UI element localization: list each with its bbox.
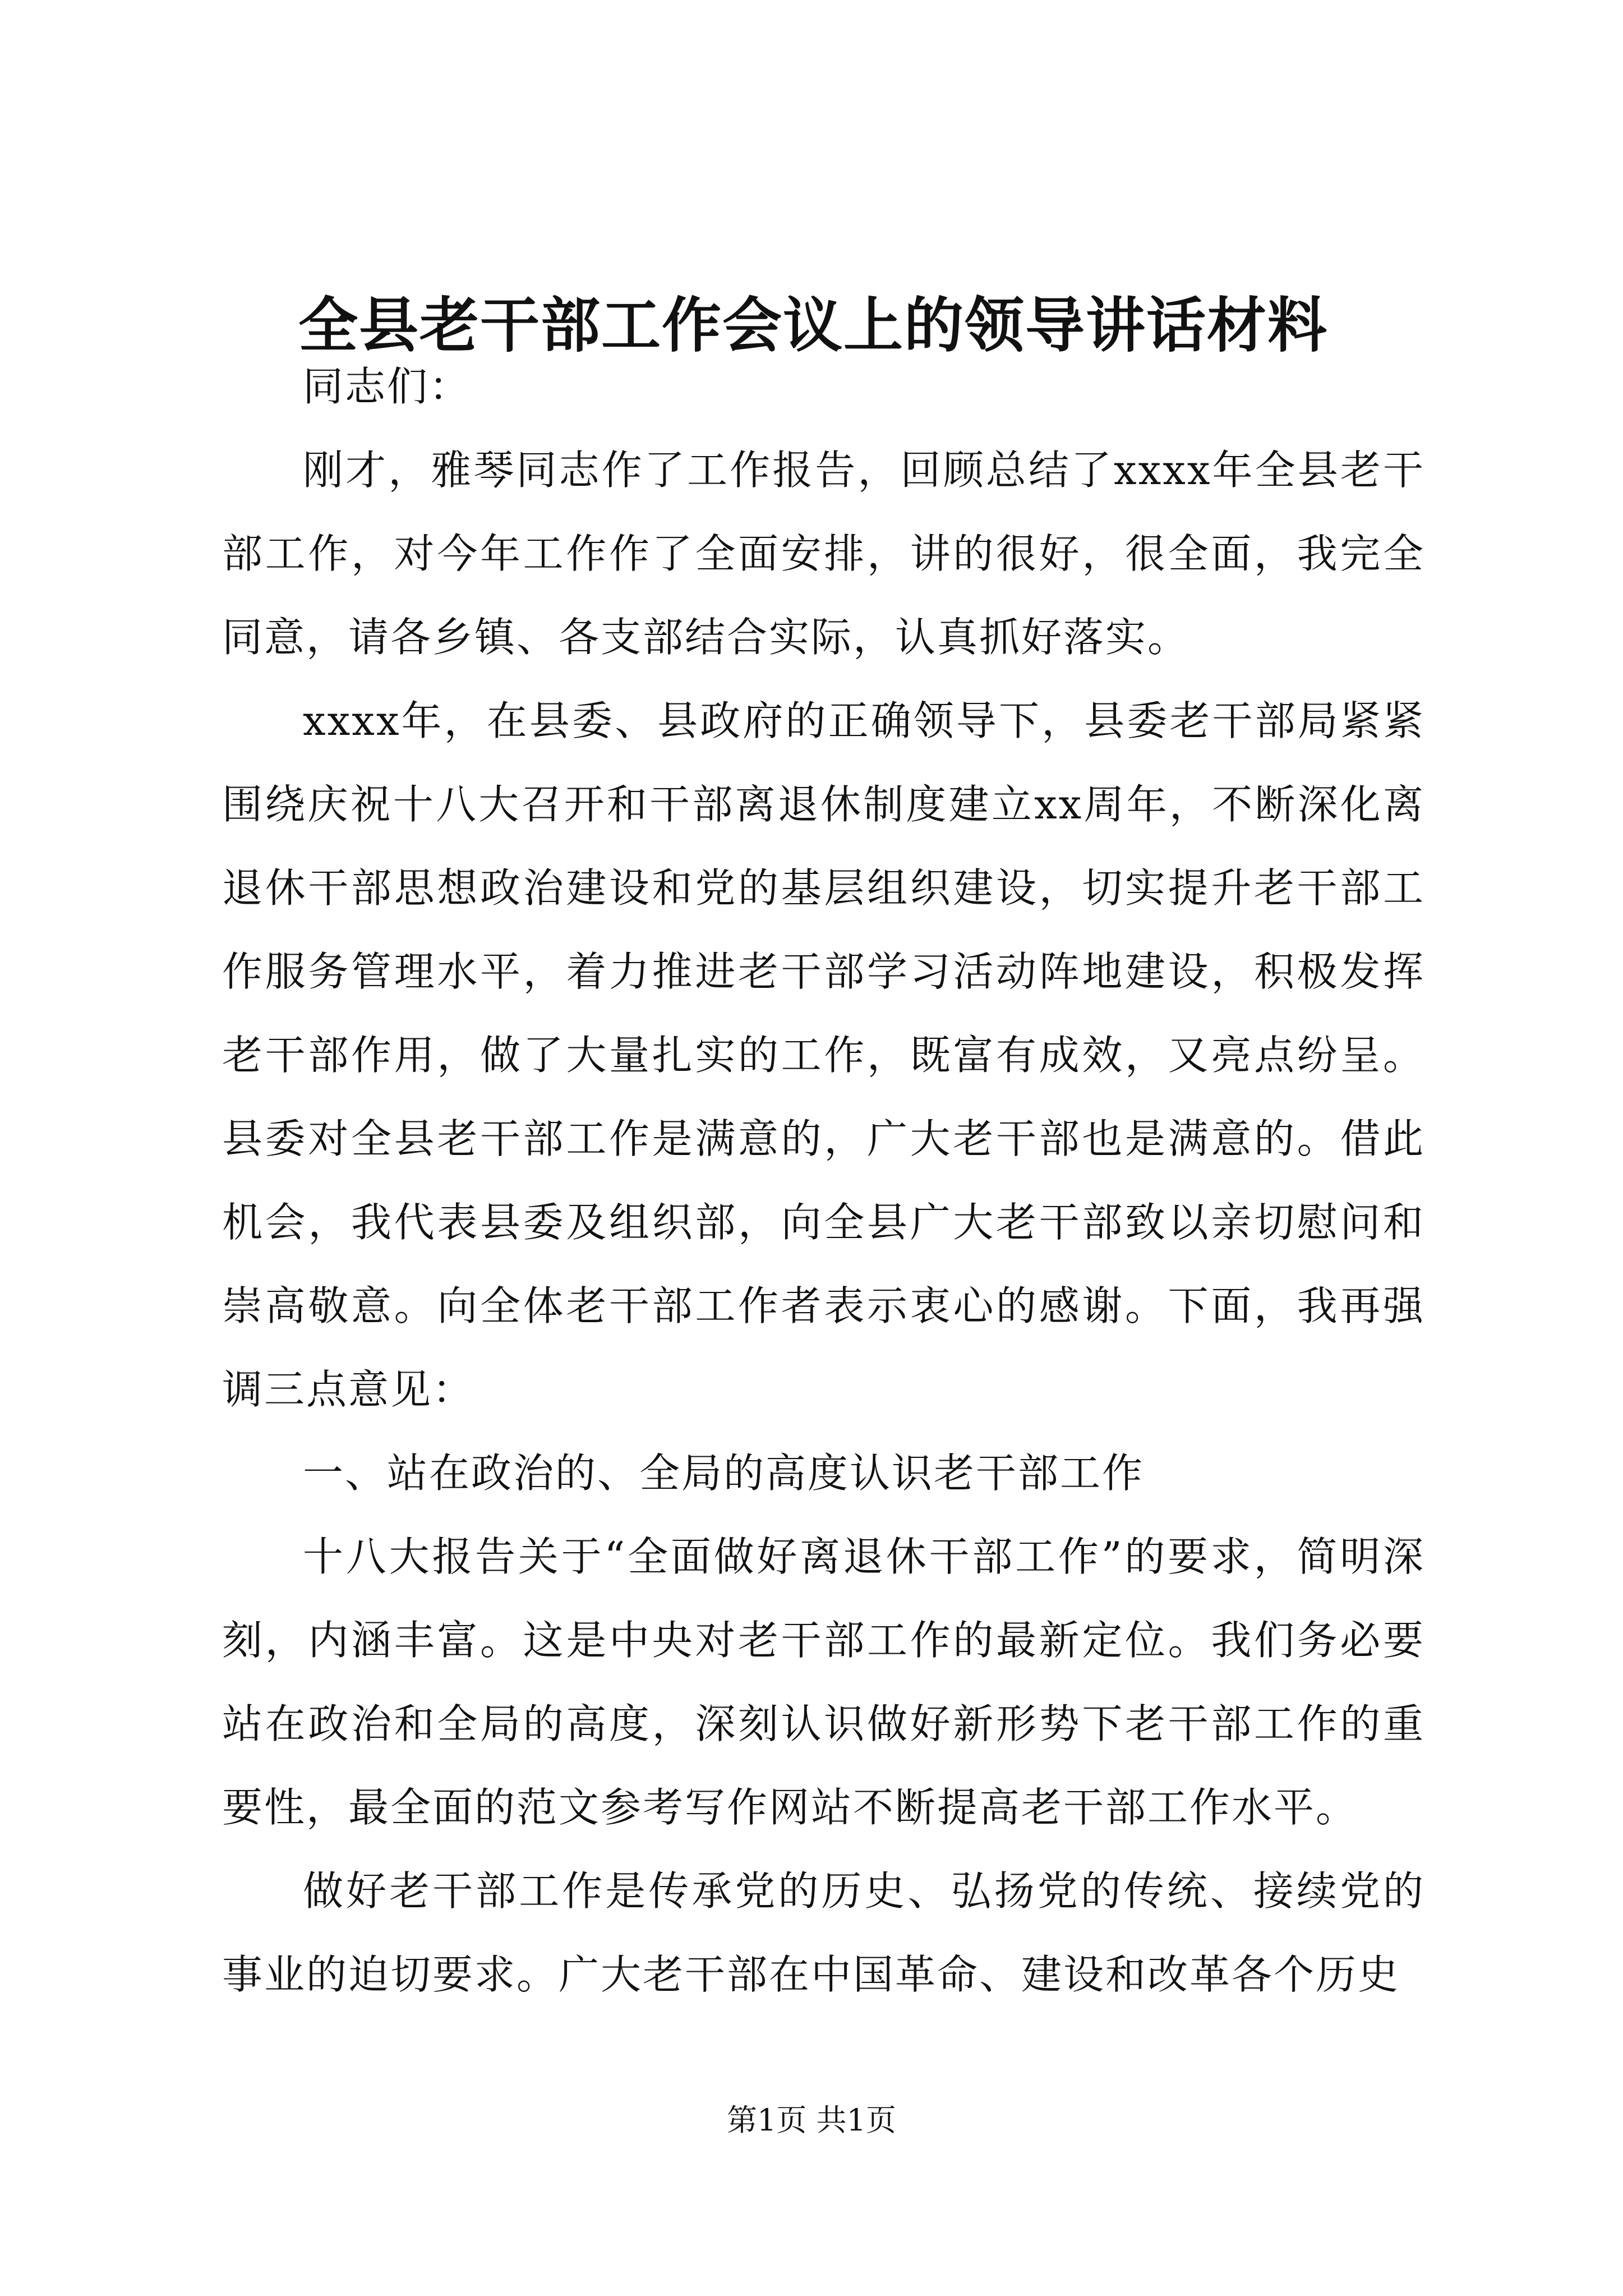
paragraph: 十八大报告关于“全面做好离退休干部工作”的要求，简明深刻，内涵丰富。这是中央对老干部工作的最新定位。我们务必要站在政治和全局的高度，深刻认识做好新形势下老干部工作的重要性，最全面的范文参考写作网站不断提高老干部工作水平。 [222,1533,1425,1831]
paragraph-salutation: 同志们： [303,363,472,410]
document-body [222,345,1425,2017]
paragraph: 做好老干部工作是传承党的历史、弘扬党的传统、接续党的事业的迫切要求。广大老干部在中国革命、建设和改革各个历史 [222,1867,1425,1998]
paragraph: 刚才，雅琴同志作了工作报告，回顾总结了xxxx年全县老干部工作，对今年工作作了全面安排，讲的很好，很全面，我完全同意，请各乡镇、各支部结合实际，认真抓好落实。 [222,447,1425,661]
page-number-footer: 第1页 共1页 [727,2102,896,2138]
paragraph: xxxx年，在县委、县政府的正确领导下，县委老干部局紧紧围绕庆祝十八大召开和干部离退休制度建立xx周年，不断深化离退休干部思想政治建设和党的基层组织建设，切实提升老干部工作服务管理水平，着力推进老干部学习活动阵地建设，积极发挥老干部作用，做了大量扎实的工作，既富有成效，又亮点纷呈。县委对全县老干部工作是满意的，广大老干部也是满意的。借此机会，我代表县委及组织部，向全县广大老干部致以亲切慰问和崇高敬意。向全体老干部工作者表示衷心的感谢。下面，我再强调三点意见： [222,697,1425,1413]
document-title: 全县老干部工作会议上的领导讲话材料 [298,290,1328,360]
section-heading: 一、站在政治的、全局的高度认识老干部工作 [303,1450,1145,1497]
